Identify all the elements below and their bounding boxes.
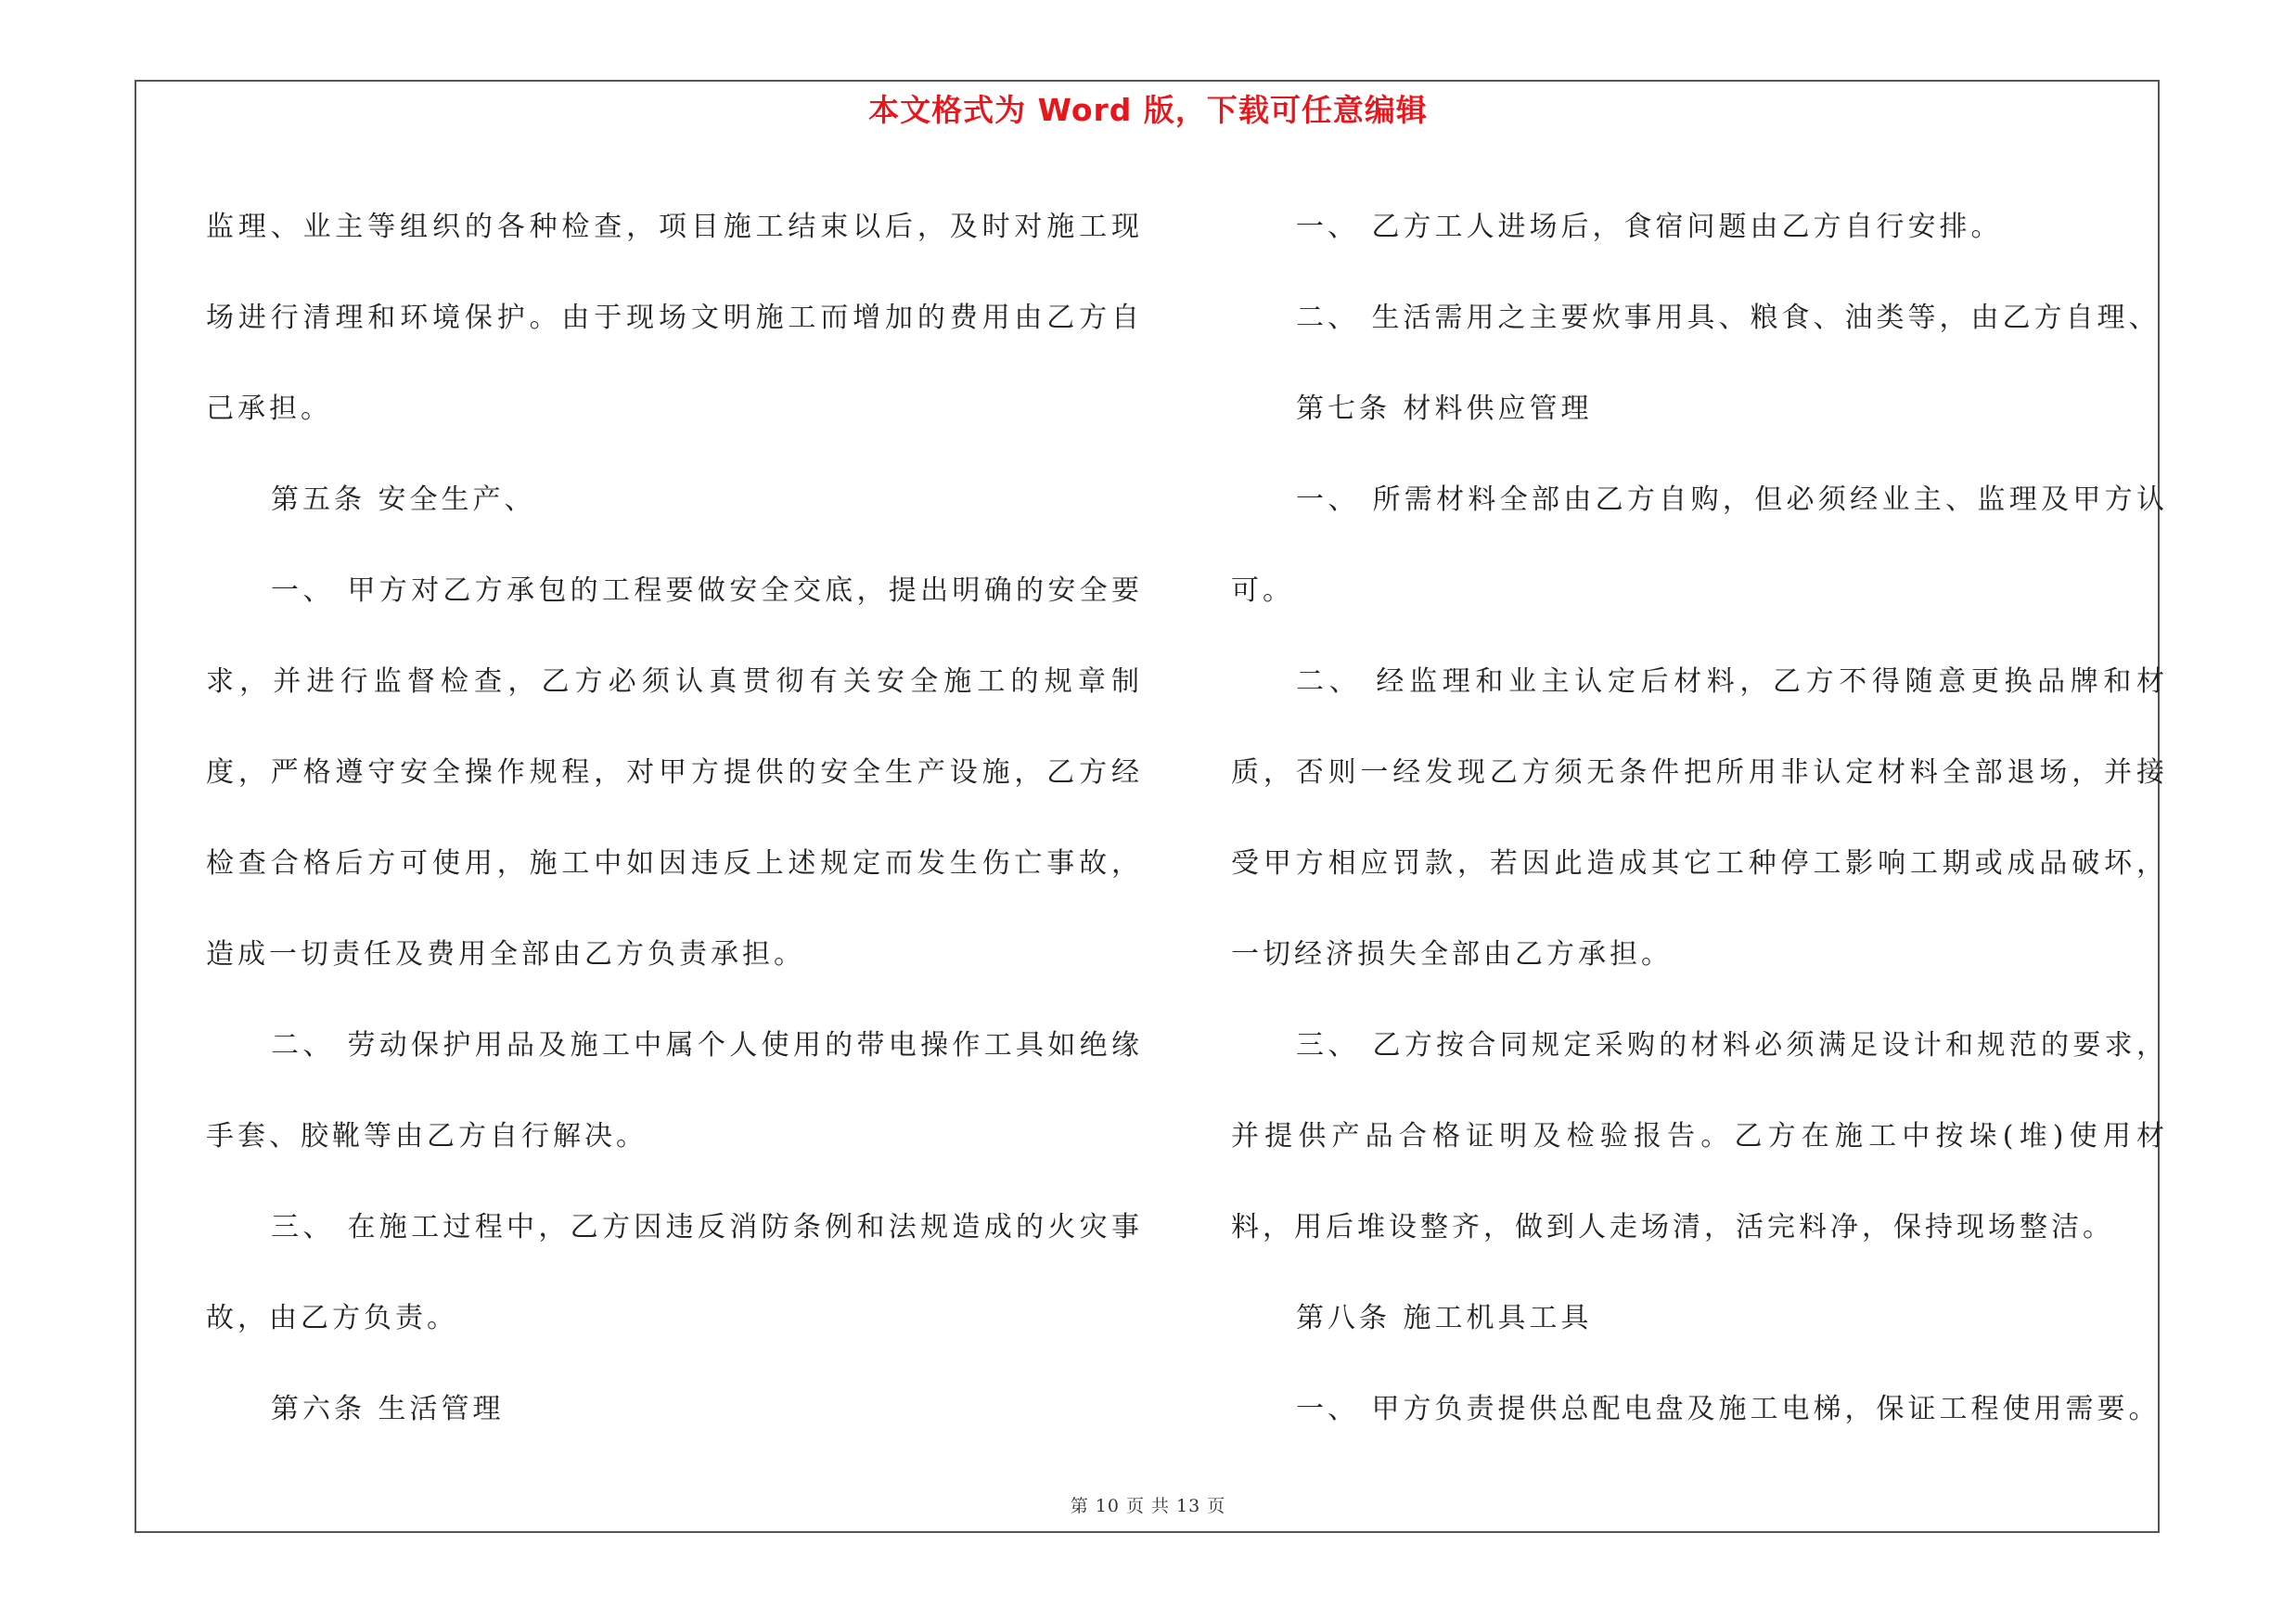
article-5-clause-1: 一、 甲方对乙方承包的工程要做安全交底，提出明确的安全要求，并进行监督检查，乙方必须认真贯彻有关安全施工的规章制度，严格遵守安全操作规程，对甲方提供的安全生产设施，乙方经检查合格后方可使用，施工中如因违反上述规定而发生伤亡事故，造成一切责任及费用全部由乙方负责承担。	[206, 574, 1143, 971]
article-5-clause-2: 二、 劳动保护用品及施工中属个人使用的带电操作工具如绝缘手套、胶靴等由乙方自行解决。	[206, 1029, 1143, 1153]
paragraph-continuation: 监理、业主等组织的各种检查，项目施工结束以后，及时对施工现场进行清理和环境保护。由于现场文明施工而增加的费用由乙方自己承担。	[206, 211, 1143, 425]
article-7-clause-2: 二、 经监理和业主认定后材料，乙方不得随意更换品牌和材质，否则一经发现乙方须无条件把所用非认定材料全部退场，并接受甲方相应罚款，若因此造成其它工种停工影响工期或成品破坏，一切经济损失全部由乙方承担。	[1231, 665, 2168, 971]
article-6-clause-1: 一、 乙方工人进场后，食宿问题由乙方自行安排。	[1296, 211, 2003, 243]
article-5-heading: 第五条 安全生产、	[271, 483, 536, 516]
word-format-banner: 本文格式为 Word 版，下载可任意编辑	[868, 92, 1428, 128]
article-7-clause-1: 一、 所需材料全部由乙方自购，但必须经业主、监理及甲方认可。	[1231, 483, 2168, 607]
article-6-heading: 第六条 生活管理	[271, 1393, 505, 1425]
article-5-clause-3: 三、 在施工过程中，乙方因违反消防条例和法规造成的火灾事故，由乙方负责。	[206, 1211, 1143, 1334]
article-7-clause-3: 三、 乙方按合同规定采购的材料必须满足设计和规范的要求，并提供产品合格证明及检验报告。乙方在施工中按垛(堆)使用材料，用后堆设整齐，做到人走场清，活完料净，保持现场整洁。	[1231, 1029, 2168, 1243]
article-7-heading: 第七条 材料供应管理	[1296, 393, 1593, 425]
left-text-column	[206, 182, 1143, 1455]
article-8-clause-1: 一、 甲方负责提供总配电盘及施工电梯，保证工程使用需要。	[1296, 1393, 2161, 1425]
article-8-heading: 第八条 施工机具工具	[1296, 1302, 1593, 1334]
right-text-column	[1231, 182, 2168, 1455]
page-number-footer: 第 10 页 共 13 页	[1070, 1496, 1226, 1516]
article-6-clause-2: 二、 生活需用之主要炊事用具、粮食、油类等，由乙方自理、	[1296, 302, 2161, 334]
